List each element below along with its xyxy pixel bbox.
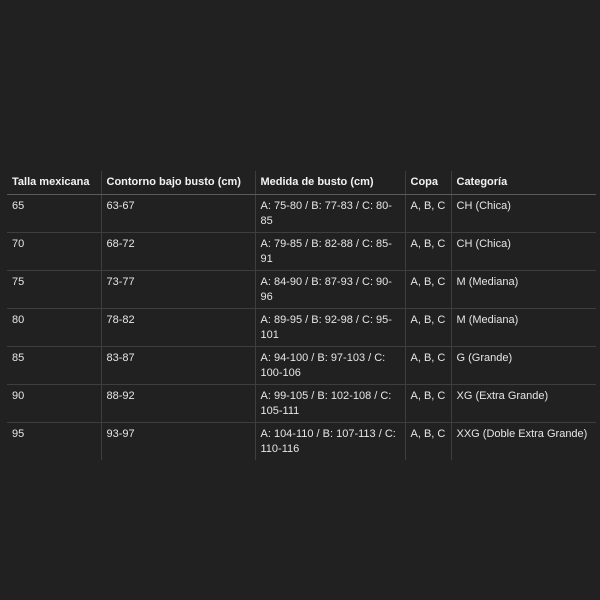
table-row <box>7 271 596 309</box>
cell-contorno: 63-67 <box>101 195 255 233</box>
cell-copa: A, B, C <box>405 233 451 271</box>
header-categoria: Categoría <box>451 171 596 195</box>
header-medida-de-busto: Medida de busto (cm) <box>255 171 405 195</box>
cell-copa: A, B, C <box>405 195 451 233</box>
cell-contorno: 73-77 <box>101 271 255 309</box>
cell-copa: A, B, C <box>405 385 451 423</box>
cell-categoria: G (Grande) <box>451 347 596 385</box>
table-row <box>7 233 596 271</box>
cell-medida-busto: A: 89-95 / B: 92-98 / C: 95-101 <box>255 309 405 347</box>
cell-contorno: 83-87 <box>101 347 255 385</box>
cell-medida-busto: A: 75-80 / B: 77-83 / C: 80-85 <box>255 195 405 233</box>
cell-medida-busto: A: 99-105 / B: 102-108 / C: 105-111 <box>255 385 405 423</box>
cell-categoria: XG (Extra Grande) <box>451 385 596 423</box>
cell-talla: 85 <box>7 347 101 385</box>
cell-talla: 95 <box>12 428 25 440</box>
cell-contorno: 93-97 <box>101 423 255 461</box>
cell-talla: 65 <box>7 195 101 233</box>
cell-medida-busto: A: 84-90 / B: 87-93 / C: 90-96 <box>255 271 405 309</box>
cell-copa: A, B, C <box>405 423 451 461</box>
cell-medida-busto: A: 94-100 / B: 97-103 / C: 100-106 <box>255 347 405 385</box>
cell-contorno: 68-72 <box>101 233 255 271</box>
size-chart-table <box>7 171 596 460</box>
table-row <box>7 423 596 461</box>
table-row <box>7 347 596 385</box>
header-copa: Copa <box>405 171 451 195</box>
cell-talla: 70 <box>7 233 101 271</box>
cell-medida-busto: A: 104-110 / B: 107-113 / C: 110-116 <box>255 423 405 461</box>
cell-copa: A, B, C <box>405 271 451 309</box>
header-talla-mexicana: Talla mexicana <box>7 171 101 195</box>
cell-categoria: XXG (Doble Extra Grande) <box>451 423 596 461</box>
header-row <box>7 171 596 195</box>
header-contorno-bajo-busto: Contorno bajo busto (cm) <box>101 171 255 195</box>
table-row <box>7 195 596 233</box>
table-header <box>7 171 596 195</box>
cell-categoria: M (Mediana) <box>451 309 596 347</box>
cell-talla: 80 <box>7 309 101 347</box>
table-row <box>7 385 596 423</box>
cell-categoria: CH (Chica) <box>451 233 596 271</box>
cell-copa: A, B, C <box>405 347 451 385</box>
cell-contorno: 78-82 <box>101 309 255 347</box>
cell-categoria: CH (Chica) <box>451 195 596 233</box>
table-body <box>7 195 596 461</box>
cell-contorno: 88-92 <box>101 385 255 423</box>
cell-medida-busto: A: 79-85 / B: 82-88 / C: 85-91 <box>255 233 405 271</box>
cell-copa: A, B, C <box>405 309 451 347</box>
cell-talla: 90 <box>7 385 101 423</box>
table-row <box>7 309 596 347</box>
cell-talla: 75 <box>7 271 101 309</box>
cell-categoria: M (Mediana) <box>451 271 596 309</box>
